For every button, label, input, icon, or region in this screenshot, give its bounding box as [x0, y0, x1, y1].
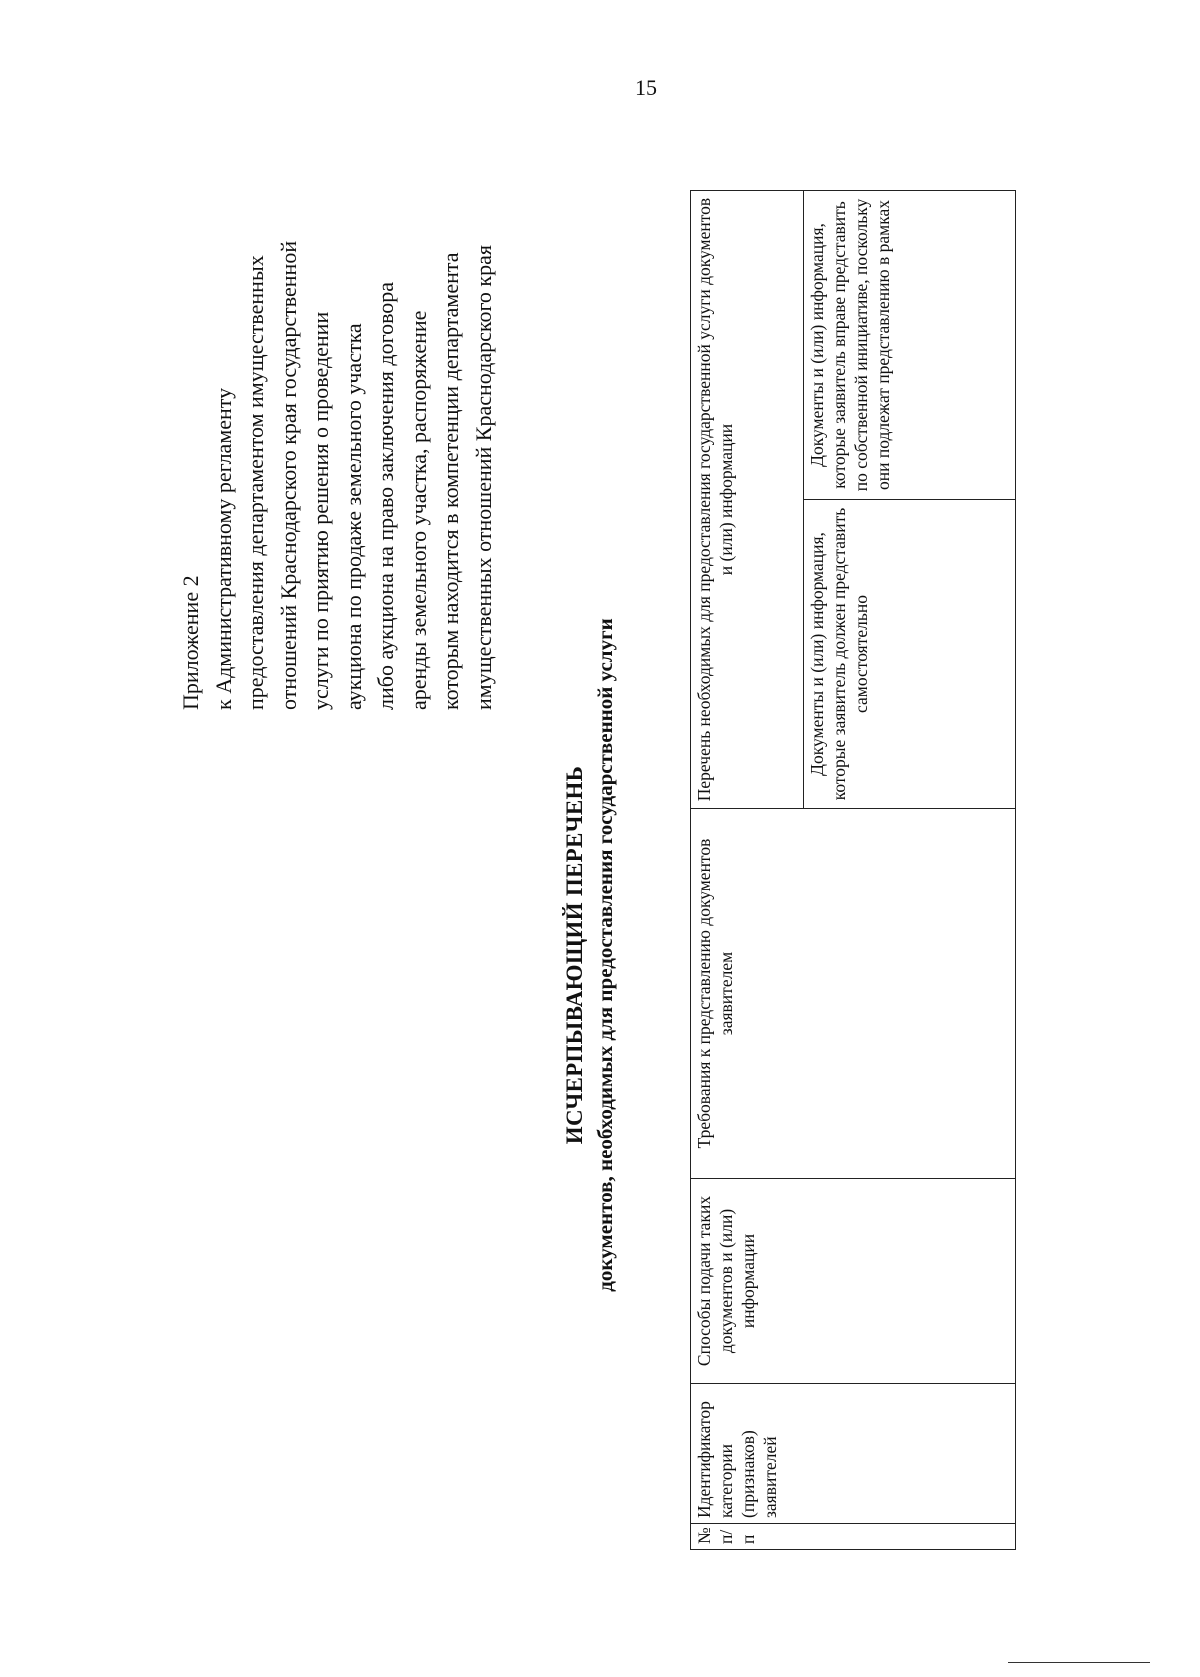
appendix-line: имущественных отношений Краснодарского края	[470, 245, 496, 710]
header-cell-identifier: Идентификатор категории (признаков) заявителей	[691, 1384, 1016, 1524]
footer-rule	[1008, 1662, 1150, 1663]
appendix-line: отношений Краснодарского края государственной	[275, 240, 301, 710]
appendix-line: аукциона по продаже земельного участка	[340, 323, 366, 710]
header-cell-methods: Способы подачи таких документов и (или) информации	[691, 1179, 1016, 1384]
rotated-page-content	[105, 5, 1105, 1565]
page-number: 15	[635, 75, 657, 100]
header-cell-documents-list: Перечень необходимых для предоставления государственной услуги документов и (или) информации	[691, 191, 804, 809]
table-header-row	[691, 191, 804, 1550]
documents-table	[690, 190, 1016, 1550]
document-heading	[560, 345, 620, 1565]
appendix-line: к Административному регламенту	[210, 387, 236, 710]
appendix-line: услуги по приятию решения о проведении	[308, 311, 333, 710]
header-cell-number: № п/ п	[691, 1524, 1016, 1550]
appendix-line: предоставления департаментом имущественных	[243, 255, 268, 710]
header-cell-requirements: Требования к представлению документов заявителем	[691, 809, 1016, 1179]
heading-subtitle: документов, необходимых для предоставления государственной услуги	[593, 618, 617, 1292]
appendix-line: Приложение 2	[178, 575, 203, 710]
appendix-line: либо аукциона на право заключения договора	[373, 281, 398, 710]
appendix-line: которым находится в компетенции департамента	[438, 252, 463, 710]
subheader-cell-optional: Документы и (или) информация, которые заявитель вправе представить по собственной инициативе, поскольку они подлежат представлению в рамках	[804, 191, 1016, 500]
appendix-line: аренды земельного участка, распоряжение	[405, 310, 431, 710]
subheader-cell-mandatory: Документы и (или) информация, которые заявитель должен представить самостоятельно	[804, 500, 1016, 809]
appendix-note	[175, 10, 500, 710]
heading-title: ИСЧЕРПЫВАЮЩИЙ ПЕРЕЧЕНЬ	[562, 765, 587, 1145]
